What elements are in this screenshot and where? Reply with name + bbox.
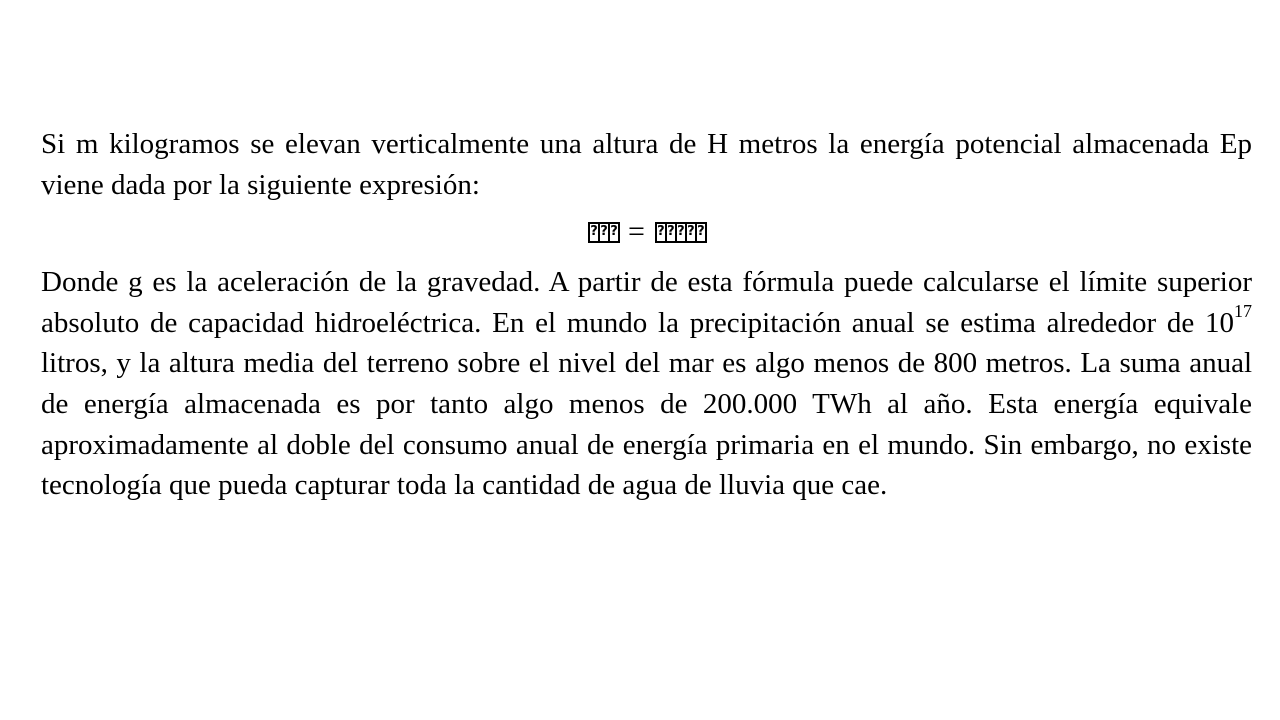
- paragraph-intro: Si m kilogramos se elevan verticalmente una altura de H metros la energía potencial almacenada Ep viene dada por la siguiente expresión:: [41, 128, 1252, 201]
- equation-equals-sign: =: [628, 215, 645, 249]
- equation-left-side: [588, 222, 618, 243]
- exponent-17: 17: [1234, 301, 1252, 322]
- missing-glyph-icon: [695, 222, 707, 243]
- document-page: [41, 124, 1267, 506]
- paragraph-explanation: [41, 262, 1267, 506]
- missing-glyph-icon: [608, 222, 620, 243]
- equation-right-side: [655, 222, 705, 243]
- equation-potential-energy: [41, 205, 1252, 259]
- paragraph-text-before-exponent: Donde g es la aceleración de la gravedad. A partir de esta fórmula puede calcularse el límite superior absoluto de capacidad hidroeléctrica. En el mundo la precipitación anual se estima alrededor de 10: [41, 266, 1252, 339]
- paragraph-text-after-exponent: litros, y la altura media del terreno sobre el nivel del mar es algo menos de 800 metros. La suma anual de energía almacenada es por tanto algo menos de 200.000 TWh al año. Esta energía equivale aproximadamente al doble del consumo anual de energía primaria en el mundo. Sin embargo, no existe tecnología que pueda capturar toda la cantidad de agua de lluvia que cae.: [41, 306, 1267, 502]
